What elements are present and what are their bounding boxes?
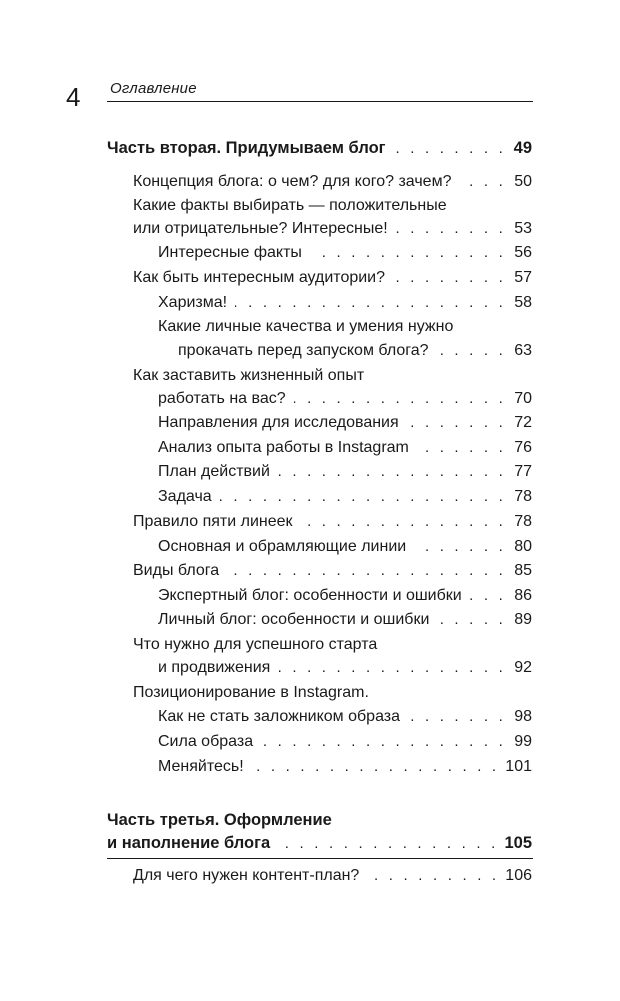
toc-subentry[interactable] [158, 487, 532, 507]
toc-entry-title-line[interactable]: Что нужно для успешного старта [133, 636, 378, 653]
toc-entry[interactable] [133, 268, 532, 288]
toc-page-number: 78 [514, 513, 532, 530]
toc-page-number: 99 [514, 733, 532, 750]
toc-page-number: 86 [514, 587, 532, 604]
toc-entry-title: Основная и обрамляющие линии [158, 538, 407, 555]
toc-page-number: 106 [505, 867, 532, 884]
page-number: 4 [66, 82, 81, 112]
part-divider-rule [107, 858, 533, 859]
dot-leader [227, 561, 506, 581]
toc-entry-title: Интересные факты [158, 244, 302, 261]
toc-entry-title: или отрицательные? Интересные! [133, 220, 388, 237]
toc-subentry[interactable] [158, 757, 532, 777]
toc-subentry[interactable] [178, 341, 532, 361]
toc-entry-title: работать на вас? [158, 390, 286, 407]
toc-part-title: и наполнение блога [107, 834, 271, 852]
toc-page-number: 58 [514, 294, 532, 311]
dot-leader [278, 658, 506, 678]
dot-leader [396, 219, 506, 239]
toc-page-number: 76 [514, 439, 532, 456]
dot-leader [414, 537, 506, 557]
toc-entry-title: Харизма! [158, 294, 228, 311]
toc-page-number: 78 [514, 488, 532, 505]
toc-page-number: 63 [514, 342, 532, 359]
toc-page-number: 57 [514, 269, 532, 286]
toc-entry[interactable] [133, 561, 532, 581]
toc-page-number: 80 [514, 538, 532, 555]
dot-leader [235, 293, 506, 313]
toc-entry-title: Концепция блога: о чем? для кого? зачем? [133, 173, 452, 190]
dot-leader [417, 438, 506, 458]
toc-page-number: 89 [514, 611, 532, 628]
toc-subentry[interactable] [158, 462, 532, 482]
dot-leader [367, 866, 499, 886]
toc-subentry[interactable] [158, 732, 532, 752]
toc-entry-title: Направления для исследования [158, 414, 399, 431]
dot-leader [310, 243, 506, 263]
dot-leader [301, 512, 506, 532]
toc-subentry[interactable] [158, 438, 532, 458]
dot-leader [459, 172, 506, 192]
toc-page-number: 98 [514, 708, 532, 725]
toc-page-number: 101 [505, 758, 532, 775]
toc-entry-title: Как быть интересным аудитории? [133, 269, 386, 286]
toc-entry-title: Сила образа [158, 733, 254, 750]
toc-entry-title: и продвижения [158, 659, 271, 676]
dot-leader [470, 586, 506, 606]
dot-leader [278, 462, 506, 482]
toc-page-number: 85 [514, 562, 532, 579]
toc-entry-title-line[interactable]: Какие личные качества и умения нужно [158, 318, 454, 335]
toc-page-number: 70 [514, 390, 532, 407]
dot-leader [220, 487, 506, 507]
toc-entry-title: Как не стать заложником образа [158, 708, 401, 725]
dot-leader [407, 413, 506, 433]
toc-part-three-title-line[interactable]: Часть третья. Оформление [107, 811, 332, 829]
toc-entry-title: Правило пяти линеек [133, 513, 293, 530]
toc-subentry[interactable] [158, 537, 532, 557]
toc-entry[interactable] [158, 389, 532, 409]
dot-leader [261, 732, 506, 752]
toc-page-number: 105 [504, 834, 532, 852]
toc-entry-title: Анализ опыта работы в Instagram [158, 439, 409, 456]
toc-page-number: 77 [514, 463, 532, 480]
toc-page-number: 49 [513, 139, 532, 157]
dot-leader [394, 139, 506, 159]
toc-subentry[interactable] [158, 707, 532, 727]
toc-entry-title: План действий [158, 463, 270, 480]
dot-leader [393, 268, 506, 288]
toc-entry-title: Личный блог: особенности и ошибки [158, 611, 430, 628]
dot-leader [408, 707, 506, 727]
toc-page-number: 56 [514, 244, 532, 261]
toc-subentry[interactable] [158, 610, 532, 630]
toc-entry[interactable]: Позиционирование в Instagram. [133, 684, 369, 701]
toc-page-number: 72 [514, 414, 532, 431]
header-rule [107, 101, 533, 102]
toc-subentry[interactable] [158, 413, 532, 433]
toc-page-number: 53 [514, 220, 532, 237]
dot-leader [437, 610, 506, 630]
toc-entry[interactable] [133, 512, 532, 532]
toc-entry[interactable] [133, 172, 532, 192]
toc-page-number: 92 [514, 659, 532, 676]
toc-entry-title: Задача [158, 488, 212, 505]
toc-entry-title: Экспертный блог: особенности и ошибки [158, 587, 462, 604]
toc-part-two[interactable] [107, 138, 532, 159]
toc-entry-title: Меняйтесь! [158, 758, 244, 775]
toc-part-three[interactable] [107, 833, 532, 854]
dot-leader [437, 341, 506, 361]
toc-entry-title: Для чего нужен контент-план? [133, 867, 360, 884]
toc-subentry[interactable] [158, 243, 532, 263]
toc-entry[interactable] [158, 658, 532, 678]
toc-subentry[interactable] [158, 586, 532, 606]
toc-subentry[interactable] [158, 293, 532, 313]
running-title: Оглавление [110, 80, 197, 97]
dot-leader [278, 834, 498, 854]
toc-entry-title: прокачать перед запуском блога? [178, 342, 429, 359]
toc-entry[interactable] [133, 219, 532, 239]
toc-part-title: Часть вторая. Придумываем блог [107, 139, 386, 157]
toc-entry-title-line[interactable]: Какие факты выбирать — положительные [133, 197, 447, 214]
toc-entry-title-line[interactable]: Как заставить жизненный опыт [133, 367, 365, 384]
toc-page-number: 50 [514, 173, 532, 190]
dot-leader [294, 389, 506, 409]
dot-leader [252, 757, 500, 777]
toc-entry[interactable] [133, 866, 532, 886]
toc-entry-title: Виды блога [133, 562, 220, 579]
